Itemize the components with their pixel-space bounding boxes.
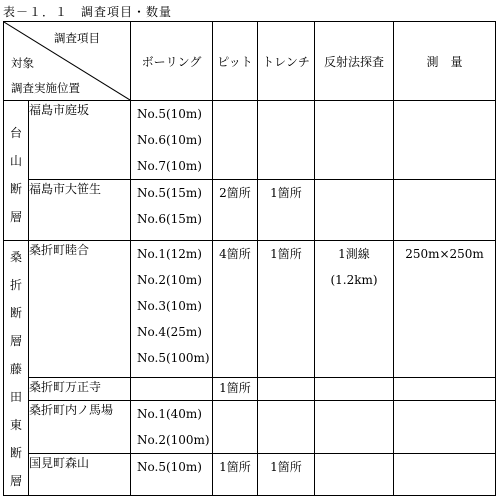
boring-entry: No.5(10m)	[137, 107, 202, 121]
boring-entry: No.7(10m)	[137, 159, 202, 173]
seismic-cell	[315, 378, 394, 401]
boring-cell	[131, 401, 213, 454]
location-cell: 桑折町万正寺	[29, 378, 131, 401]
boring-entry: No.5(10m)	[137, 460, 202, 474]
group-char: 台	[9, 126, 22, 140]
trench-cell	[258, 454, 315, 496]
fault-group-daisan	[4, 101, 29, 241]
table-row	[4, 401, 496, 454]
table-row	[4, 180, 496, 241]
boring-entry: No.5(100m)	[137, 351, 210, 365]
survey-cell	[394, 101, 496, 180]
trench-count: 1箇所	[270, 186, 302, 200]
trench-count: 1箇所	[270, 460, 302, 474]
pit-count: 2箇所	[219, 186, 251, 200]
group-char: 層	[9, 210, 22, 224]
boring-entry: No.5(15m)	[137, 186, 202, 200]
survey-cell	[394, 401, 496, 454]
group-char: 断	[9, 306, 22, 320]
survey-area: 250m×250m	[405, 247, 484, 261]
boring-entry: No.6(15m)	[137, 212, 202, 226]
pit-count: 4箇所	[219, 247, 251, 261]
table-row	[4, 101, 496, 180]
boring-cell	[131, 454, 213, 496]
survey-items-table	[3, 21, 496, 496]
boring-cell	[131, 378, 213, 401]
boring-entry: No.1(40m)	[137, 407, 202, 421]
survey-cell	[394, 241, 496, 378]
group-char: 田	[9, 390, 22, 404]
trench-cell	[258, 180, 315, 241]
seismic-cell	[315, 241, 394, 378]
boring-entry: No.2(100m)	[137, 433, 210, 447]
header-trench: トレンチ	[258, 22, 315, 101]
header-survey: 測 量	[394, 22, 496, 101]
seismic-cell	[315, 101, 394, 180]
boring-entry: No.6(10m)	[137, 133, 202, 147]
trench-cell	[258, 241, 315, 378]
survey-cell	[394, 454, 496, 496]
location-cell: 福島市大笹生	[29, 180, 131, 241]
table-row	[4, 241, 496, 378]
group-char: 層	[9, 474, 22, 488]
location-cell: 桑折町睦合	[29, 241, 131, 378]
pit-count: 1箇所	[219, 381, 251, 395]
seismic-length: (1.2km)	[330, 273, 378, 287]
group-char: 藤	[9, 362, 22, 376]
boring-cell	[131, 241, 213, 378]
pit-count: 1箇所	[219, 460, 251, 474]
survey-cell	[394, 180, 496, 241]
group-char: 折	[9, 278, 22, 292]
group-char: 断	[9, 446, 22, 460]
boring-entry: No.3(10m)	[137, 299, 202, 313]
boring-entry: No.1(12m)	[137, 247, 202, 261]
trench-count: 1箇所	[270, 247, 302, 261]
header-target: 対象	[11, 56, 34, 70]
boring-entry: No.4(25m)	[137, 325, 202, 339]
location-cell: 国見町森山	[29, 454, 131, 496]
trench-cell	[258, 101, 315, 180]
group-char: 断	[9, 182, 22, 196]
header-corner-cell	[4, 22, 131, 101]
group-char: 層	[9, 334, 22, 348]
location-cell: 桑折町内ノ馬場	[29, 401, 131, 454]
boring-cell	[131, 180, 213, 241]
table-caption: 表－１．１ 調査項目・数量	[3, 5, 173, 19]
header-boring: ボーリング	[131, 22, 213, 101]
pit-cell	[213, 401, 258, 454]
group-char: 東	[9, 418, 22, 432]
survey-cell	[394, 378, 496, 401]
seismic-cell	[315, 401, 394, 454]
group-char: 山	[9, 154, 22, 168]
trench-cell	[258, 401, 315, 454]
seismic-cell	[315, 454, 394, 496]
pit-cell	[213, 241, 258, 378]
header-seismic: 反射法探査	[315, 22, 394, 101]
header-row	[4, 22, 496, 101]
pit-cell	[213, 101, 258, 180]
group-char: 桑	[9, 250, 22, 264]
pit-cell	[213, 180, 258, 241]
table-row	[4, 378, 496, 401]
header-survey-items: 調査項目	[54, 31, 100, 45]
boring-entry: No.2(10m)	[137, 273, 202, 287]
seismic-lines: 1測線	[338, 247, 370, 261]
trench-cell	[258, 378, 315, 401]
fault-group-kuwaori-fujita	[4, 241, 29, 496]
pit-cell	[213, 378, 258, 401]
header-location: 調査実施位置	[11, 81, 80, 95]
pit-cell	[213, 454, 258, 496]
header-pit: ピット	[213, 22, 258, 101]
boring-cell	[131, 101, 213, 180]
location-cell: 福島市庭坂	[29, 101, 131, 180]
seismic-cell	[315, 180, 394, 241]
table-row	[4, 454, 496, 496]
